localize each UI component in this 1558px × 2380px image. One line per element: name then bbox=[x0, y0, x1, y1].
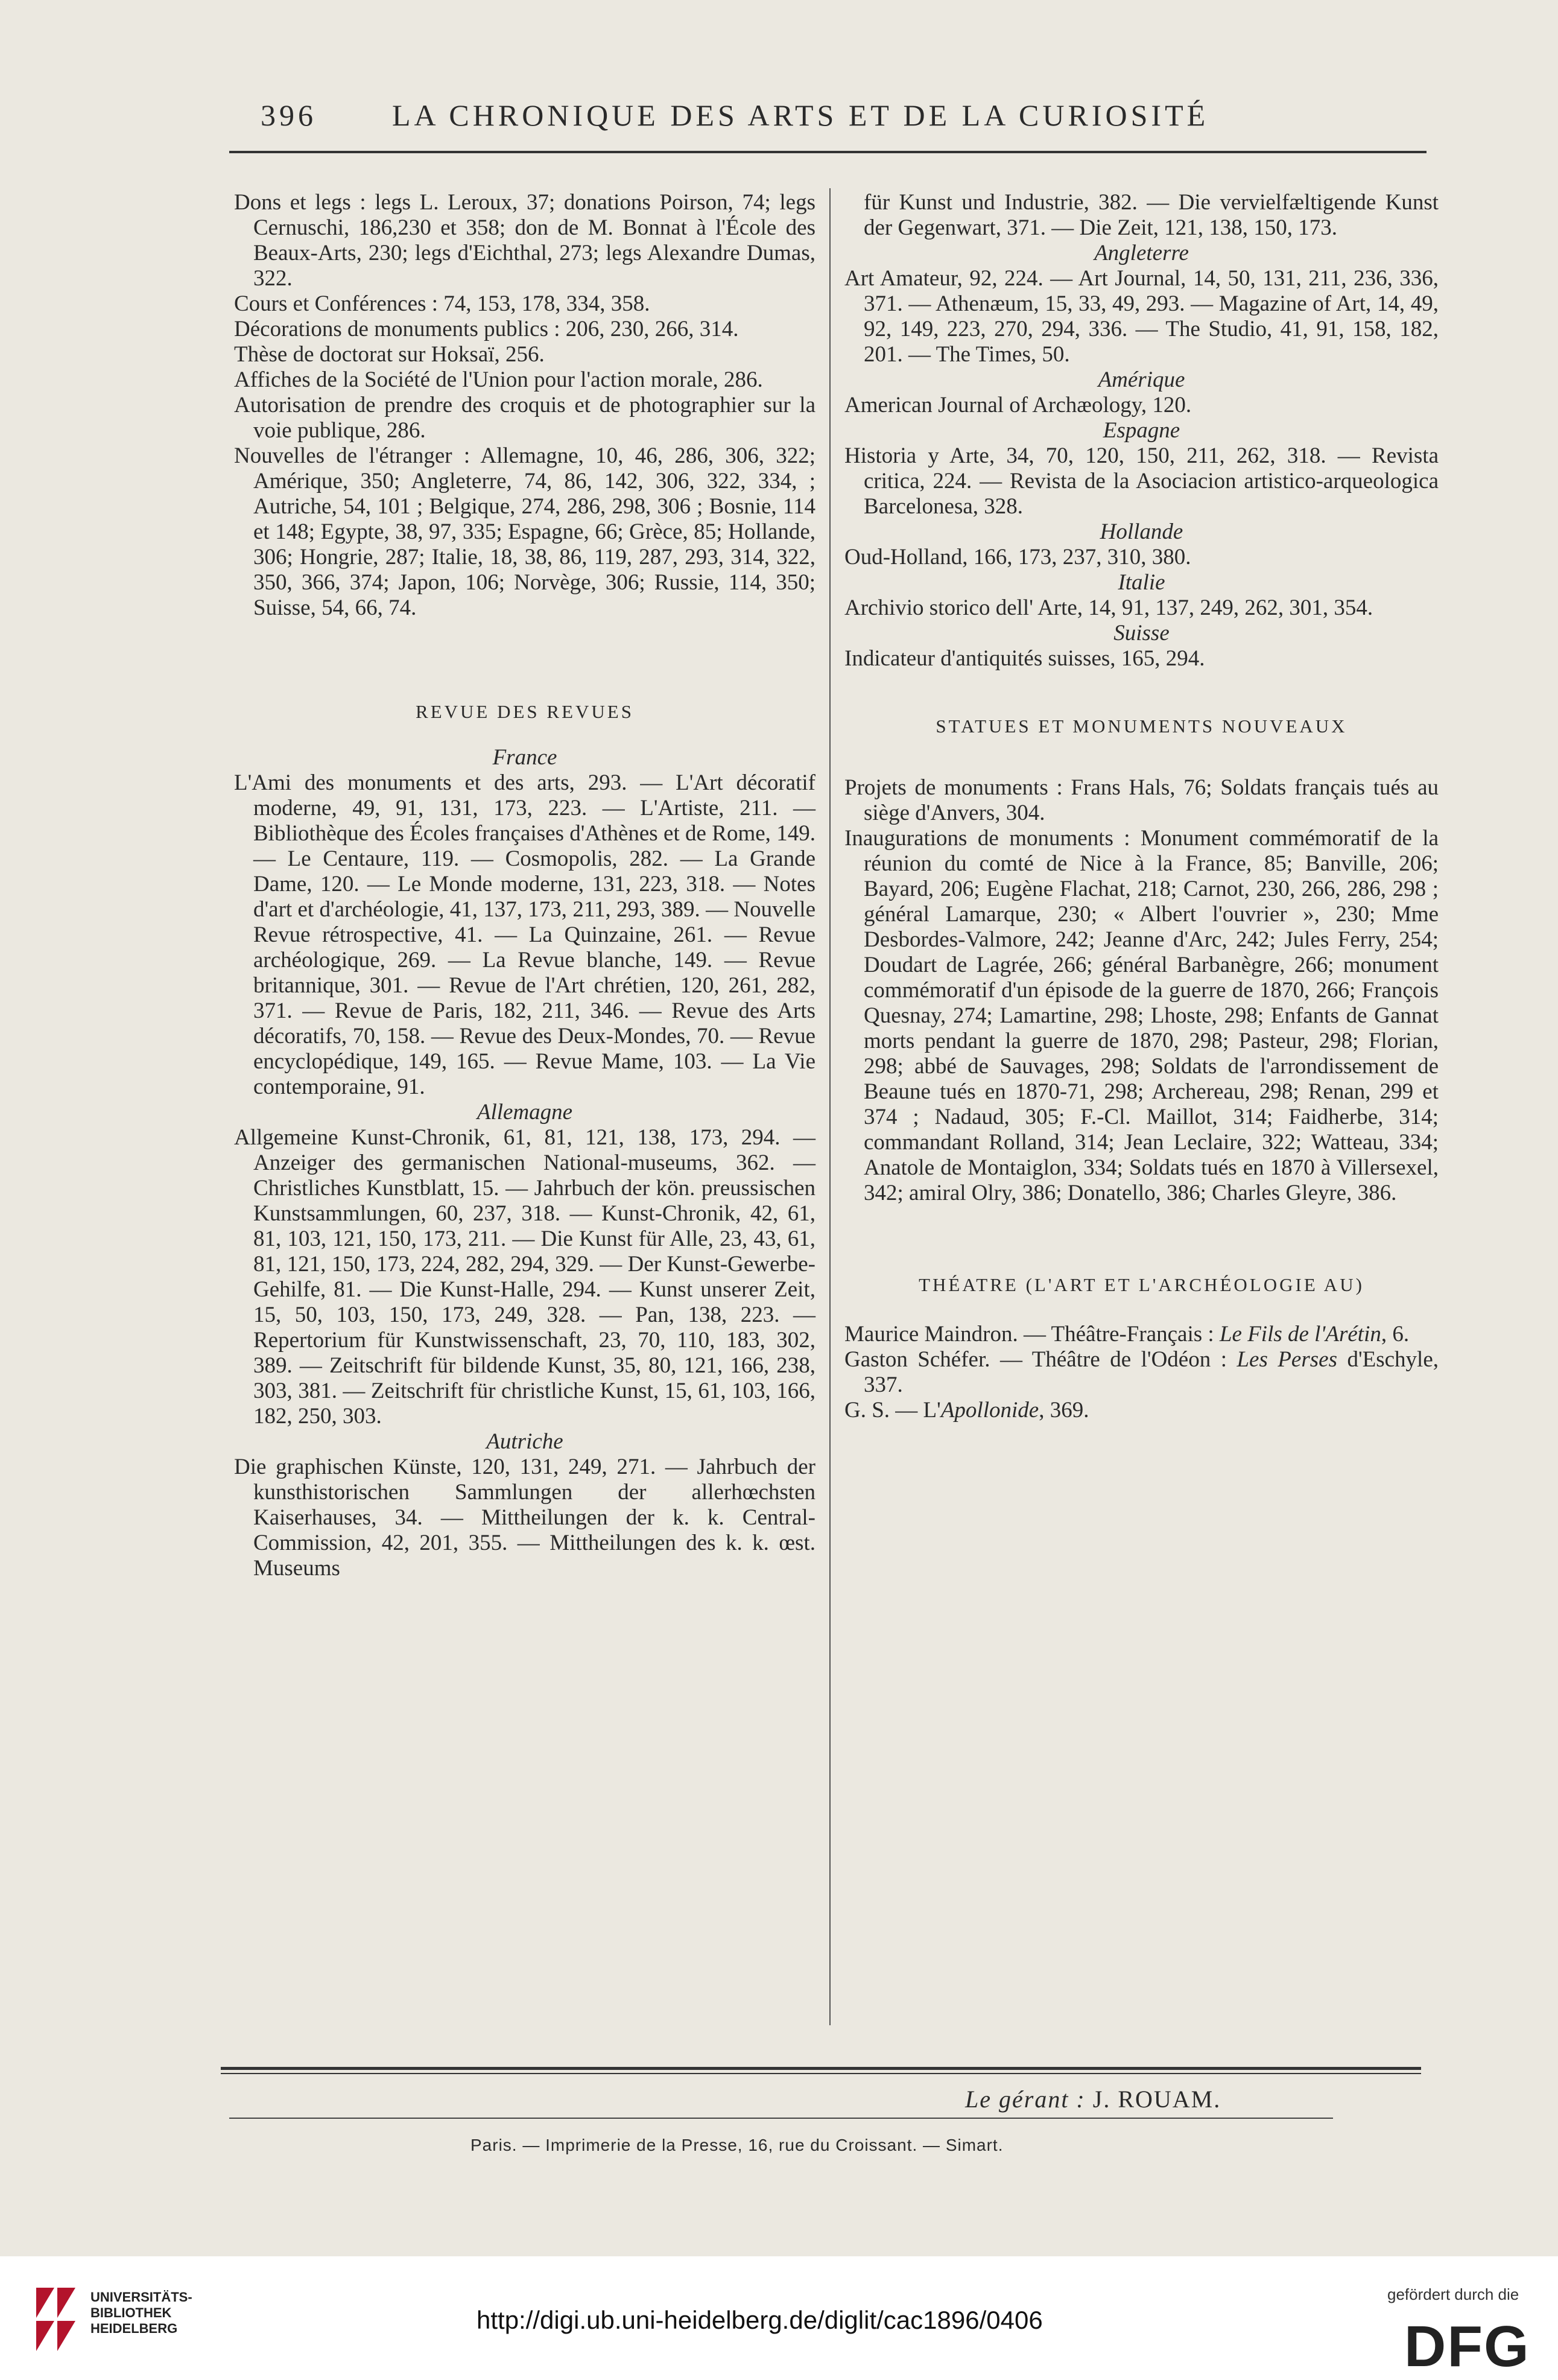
digitization-footer bbox=[0, 2256, 1558, 2380]
page-number: 396 bbox=[261, 98, 317, 132]
running-title: LA CHRONIQUE DES ARTS ET DE LA CURIOSITÉ bbox=[392, 98, 1209, 132]
subheading-italie: Italie bbox=[1118, 570, 1165, 595]
header-rule bbox=[229, 151, 1427, 153]
bottom-rule-thick bbox=[221, 2067, 1421, 2070]
entry-text: d'Eschyle, 337. bbox=[864, 1347, 1439, 1397]
signature-label: Le gérant : bbox=[965, 2086, 1086, 2113]
work-title: Les Perses bbox=[1237, 1347, 1337, 1372]
library-name bbox=[90, 2290, 192, 2337]
printer-imprint: Paris. — Imprimerie de la Presse, 16, rue du Croissant. — Simart. bbox=[470, 2136, 1004, 2154]
library-line: UNIVERSITÄTS- bbox=[90, 2290, 192, 2305]
index-entry: Indicateur d'antiquités suisses, 165, 294. bbox=[844, 646, 1205, 671]
index-entry: Art Amateur, 92, 224. — Art Journal, 14, 50, 131, 211, 236, 336, 371. — Athenæum, 15, 33, 49, 293. — Magazine of Art, 14, 49, 92, 149, 223, 270, 294, 336. — The Studio, 41, 91, 158, 182, 201. — The Times, 50. bbox=[844, 266, 1439, 367]
index-entry: Dons et legs : legs L. Leroux, 37; donations Poirson, 74; legs Cernuschi, 186,230 et 358; don de M. Bonnat à l'École des Beaux-Arts, 230; legs d'Eichthal, 273; legs Alexandre Dumas, 322. bbox=[234, 190, 815, 291]
entry-text: , 369. bbox=[1039, 1398, 1089, 1423]
subheading-france: France bbox=[492, 745, 557, 770]
index-entry bbox=[844, 1347, 1439, 1398]
imprint-rule bbox=[229, 2118, 1333, 2119]
subheading-allemagne: Allemagne bbox=[477, 1100, 573, 1125]
index-entry: Nouvelles de l'étranger : Allemagne, 10, 46, 286, 306, 322; Amérique, 350; Angleterre, 74, 86, 142, 306, 322, 334, ; Autriche, 54, 101 ; Belgique, 274, 286, 298, 306 ; Bosnie, 114 et 148; Egypte, 38, 97, 335; Espagne, 66; Grèce, 85; Hollande, 306; Hongrie, 287; Italie, 18, 38, 86, 119, 287, 293, 314, 322, 350, 366, 374; Japon, 106; Norvège, 306; Russie, 114, 350; Suisse, 54, 66, 74. bbox=[234, 443, 815, 620]
index-entry: American Journal of Archæology, 120. bbox=[844, 393, 1192, 417]
signature bbox=[965, 2085, 1221, 2113]
section-title-statues: STATUES ET MONUMENTS NOUVEAUX bbox=[936, 716, 1347, 737]
entry-text: G. S. — L' bbox=[844, 1398, 941, 1423]
subheading-espagne: Espagne bbox=[1103, 418, 1180, 443]
index-entry: Allgemeine Kunst-Chronik, 61, 81, 121, 138, 173, 294. — Anzeiger des germanischen National-museums, 362. — Christliches Kunstblatt, 15. — Jahrbuch der kön. preussischen Kunstsammlungen, 60, 237, 318. — Kunst-Chronik, 42, 61, 81, 103, 121, 150, 173, 211. — Die Kunst für Alle, 23, 43, 61, 81, 121, 150, 173, 224, 282, 294, 329. — Der Kunst-Gewerbe-Gehilfe, 81. — Die Kunst-Halle, 294. — Kunst unserer Zeit, 15, 50, 103, 150, 173, 249, 328. — Pan, 138, 223. — Repertorium für Kunstwissenschaft, 23, 70, 110, 183, 302, 389. — Zeitschrift für bildende Kunst, 35, 80, 121, 166, 238, 303, 381. — Zeitschrift für christliche Kunst, 15, 61, 103, 166, 182, 250, 303. bbox=[234, 1125, 815, 1429]
subheading-amerique: Amérique bbox=[1098, 367, 1185, 392]
work-title: Le Fils de l'Arétin bbox=[1219, 1322, 1381, 1347]
signature-name: J. ROUAM. bbox=[1092, 2086, 1221, 2113]
index-entry bbox=[844, 1398, 1439, 1423]
index-entry: Oud-Holland, 166, 173, 237, 310, 380. bbox=[844, 545, 1191, 570]
index-entry: Projets de monuments : Frans Hals, 76; Soldats français tués au siège d'Anvers, 304. bbox=[844, 775, 1439, 825]
index-entry: Thèse de doctorat sur Hoksaï, 256. bbox=[234, 342, 545, 367]
library-line: HEIDELBERG bbox=[90, 2321, 178, 2336]
section-title-theatre: THÉATRE (L'ART ET L'ARCHÉOLOGIE AU) bbox=[919, 1274, 1364, 1295]
entry-text: , 6. bbox=[1381, 1322, 1410, 1347]
library-line: BIBLIOTHEK bbox=[90, 2305, 172, 2320]
index-entry: Cours et Conférences : 74, 153, 178, 334, 358. bbox=[234, 291, 650, 316]
dfg-logo: DFG bbox=[1404, 2314, 1530, 2379]
index-entry: Historia y Arte, 34, 70, 120, 150, 211, 262, 318. — Revista critica, 224. — Revista de la Asociacion artistico-arqueologica Barcelonesa, 328. bbox=[844, 443, 1439, 519]
running-header bbox=[223, 98, 1420, 140]
index-entry: für Kunst und Industrie, 382. — Die vervielfæltigende Kunst der Gegenwart, 371. — Die Zeit, 121, 138, 150, 173. bbox=[864, 190, 1439, 240]
index-entry: Décorations de monuments publics : 206, 230, 266, 314. bbox=[234, 317, 739, 341]
permalink[interactable]: http://digi.ub.uni-heidelberg.de/diglit/cac1896/0406 bbox=[477, 2306, 1043, 2334]
index-entry: Autorisation de prendre des croquis et de photographier sur la voie publique, 286. bbox=[234, 393, 815, 443]
subheading-suisse: Suisse bbox=[1113, 621, 1170, 646]
index-entry bbox=[844, 1322, 1439, 1347]
right-column bbox=[844, 190, 1439, 1423]
index-entry: Archivio storico dell' Arte, 14, 91, 137, 249, 262, 301, 354. bbox=[844, 595, 1373, 620]
subheading-autriche: Autriche bbox=[486, 1429, 563, 1454]
index-entry: Inaugurations de monuments : Monument commémoratif de la réunion du comté de Nice à la France, 85; Banville, 206; Bayard, 206; Eugène Flachat, 218; Carnot, 230, 266, 286, 298 ; général Lamarque, 230; « Albert l'ouvrier », 230; Mme Desbordes-Valmore, 242; Jeanne d'Arc, 242; Jules Ferry, 254; Doudart de Lagrée, 266; général Barbanègre, 266; monument commémoratif d'un épisode de la guerre de 1870, 266; François Quesnay, 274; Lamartine, 298; Lhoste, 298; Enfants de Gannat morts pendant la guerre de 1870, 298; Pasteur, 298; Florian, 298; abbé de Sauvages, 298; Soldats de l'arrondissement de Beaune tués en 1870-71, 298; Archereau, 298; Renan, 299 et 374 ; Nadaud, 305; F.-Cl. Maillot, 314; Faidherbe, 314; commandant Rolland, 314; Jean Leclaire, 322; Watteau, 334; Anatole de Montaiglon, 334; Soldats tués en 1870 à Villersexel, 342; amiral Olry, 386; Donatello, 386; Charles Gleyre, 386. bbox=[844, 826, 1439, 1205]
index-entry: Affiches de la Société de l'Union pour l'action morale, 286. bbox=[234, 367, 763, 392]
subheading-angleterre: Angleterre bbox=[1094, 241, 1189, 265]
work-title: Apollonide bbox=[940, 1398, 1039, 1423]
entry-text: Maurice Maindron. — Théâtre-Français : bbox=[844, 1322, 1220, 1347]
library-logo-icon bbox=[24, 2282, 84, 2354]
index-entry: L'Ami des monuments et des arts, 293. — L'Art décoratif moderne, 49, 91, 131, 173, 223. — L'Artiste, 211. — Bibliothèque des Écoles françaises d'Athènes et de Rome, 149. — Le Centaure, 119. — Cosmopolis, 282. — La Grande Dame, 120. — Le Monde moderne, 131, 223, 318. — Notes d'art et d'archéologie, 41, 137, 173, 211, 293, 389. — Nouvelle Revue rétrospective, 41. — La Quinzaine, 261. — Revue archéologique, 269. — La Revue blanche, 149. — Revue britannique, 301. — Revue de l'Art chrétien, 120, 261, 282, 371. — Revue de Paris, 182, 211, 346. — Revue des Arts décoratifs, 70, 158. — Revue des Deux-Mondes, 70. — Revue encyclopédique, 149, 165. — Revue Mame, 103. — La Vie contemporaine, 91. bbox=[234, 770, 815, 1099]
index-entry: Die graphischen Künste, 120, 131, 249, 271. — Jahrbuch der kunsthistorischen Sammlungen der allerhœchsten Kaiserhauses, 34. — Mittheilungen der k. k. Central-Commission, 42, 201, 355. — Mittheilungen des k. k. œst. Museums bbox=[234, 1455, 815, 1581]
left-column bbox=[234, 190, 815, 1581]
bottom-rule-thin bbox=[221, 2073, 1421, 2074]
section-title-revues: REVUE DES REVUES bbox=[416, 701, 634, 722]
subheading-hollande: Hollande bbox=[1100, 519, 1183, 544]
entry-text: Gaston Schéfer. — Théâtre de l'Odéon : bbox=[844, 1347, 1237, 1372]
column-divider bbox=[829, 188, 831, 2025]
funded-by-caption: gefördert durch die bbox=[1387, 2285, 1519, 2303]
